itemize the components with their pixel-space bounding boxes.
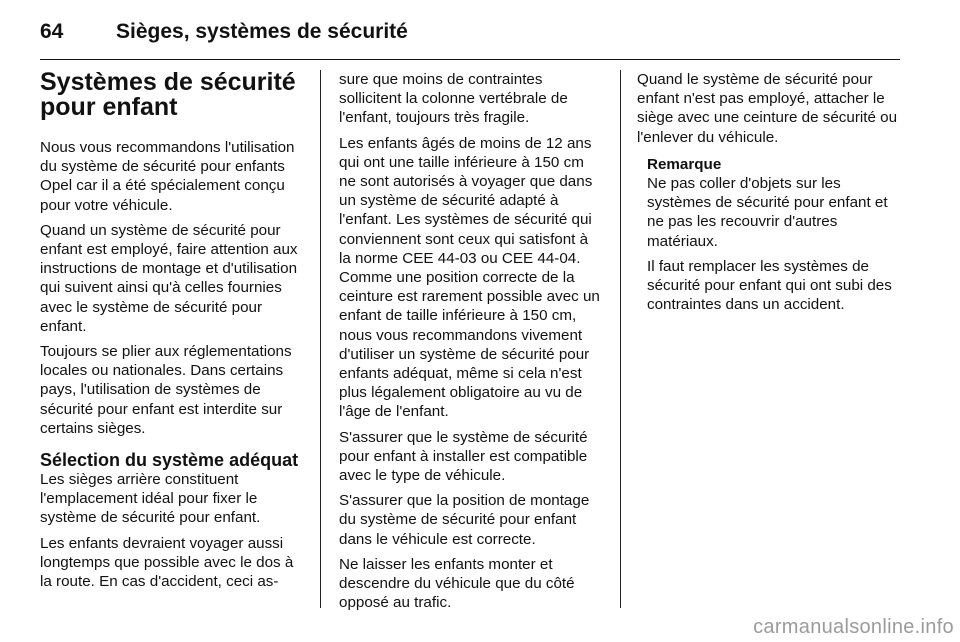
column-3 xyxy=(637,70,905,320)
section-title xyxy=(40,70,302,120)
paragraph: S'assurer que le système de sécurité pour enfant à installer est compatible avec le type de véhicule. xyxy=(339,428,588,485)
column-1 xyxy=(40,70,302,597)
paragraph: S'assurer que la position de montage du système de sécurité pour enfant dans le véhicule est correcte. xyxy=(339,492,590,548)
header-rule xyxy=(40,59,900,60)
paragraph: Les enfants devraient voyager aussi longtemps que possible avec le dos à la route. En cas d'accident, ceci as- xyxy=(40,534,294,591)
column-2 xyxy=(339,70,603,618)
note-paragraph: Il faut remplacer les systèmes de sécurité pour enfant qui ont subi des contraintes dans un accident. xyxy=(647,257,892,314)
paragraph: sure que moins de contraintes sollicitent la colonne vertébrale de l'enfant, toujours très fragile. xyxy=(339,71,568,127)
paragraph: Les enfants âgés de moins de 12 ans qui ont une taille inférieure à 150 cm ne sont autorisés à voyager que dans un système de sécurité adapté à l'enfant. Les systèmes de sécurité qui conviennent sont ceux qui satisfont à la norme CEE 44-03 ou CEE 44-04. Comme une position correcte de la ceinture est rarement possible avec un enfant de taille inférieure à 150 cm, nous vous recommandons vivement d'utiliser un système de sécurité pour enfants adéquat, même si cela n'est plus légalement obligatoire au vu de l'âge de l'enfant. xyxy=(339,134,600,421)
paragraph: Toujours se plier aux réglementations locales ou nationales. Dans certains pays, l'utilisation de systèmes de sécurité pour enfant est interdite sur certains sièges. xyxy=(40,343,292,437)
paragraph: Quand un système de sécurité pour enfant est employé, faire attention aux instructions de montage et d'utilisation qui suivent ainsi qu'à celles fournies avec le système de sécurité pour enfant. xyxy=(40,221,298,335)
subheading: Sélection du système adéquat xyxy=(40,450,299,471)
paragraph: Les sièges arrière constituent l'emplacement idéal pour fixer le système de sécurité pour enfant. xyxy=(40,471,261,527)
section-title-line-2: pour enfant xyxy=(40,93,178,121)
column-divider xyxy=(620,70,621,608)
watermark: carmanualsonline.info xyxy=(753,616,954,638)
running-title: Sièges, systèmes de sécurité xyxy=(116,20,408,43)
column-divider xyxy=(320,70,321,608)
page-number: 64 xyxy=(40,20,64,43)
paragraph: Ne laisser les enfants monter et descendre du véhicule que du côté opposé au trafic. xyxy=(339,555,575,612)
paragraph: Nous vous recommandons l'utilisation du système de sécurité pour enfants Opel car il a été spécialement conçu pour votre véhicule. xyxy=(40,139,295,214)
note-paragraph: Ne pas coller d'objets sur les systèmes de sécurité pour enfant et ne pas les recouvrir d'autres matériaux. xyxy=(647,175,888,250)
note-label: Remarque xyxy=(647,155,722,173)
section-title-line-1: Systèmes de sécurité xyxy=(40,68,296,96)
paragraph: Quand le système de sécurité pour enfant n'est pas employé, attacher le siège avec une ceinture de sécurité ou l'enlever du véhicule. xyxy=(637,71,898,146)
page-header xyxy=(40,18,900,62)
note-block xyxy=(637,155,905,315)
